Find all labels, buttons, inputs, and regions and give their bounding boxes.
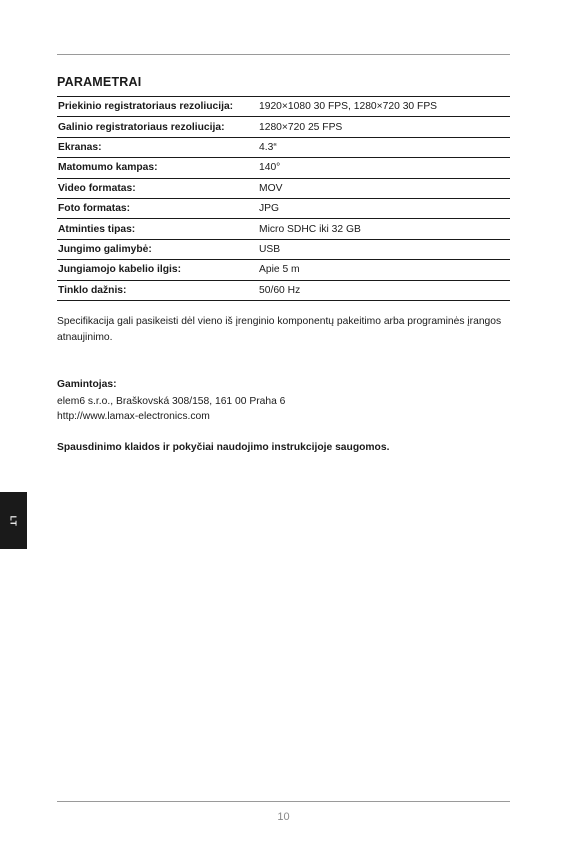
spec-label: Jungiamojo kabelio ilgis: [57,260,258,280]
manufacturer-website: http://www.lamax-electronics.com [57,411,210,422]
spec-value: MOV [258,178,510,198]
specs-table [57,96,510,301]
page-number: 10 [277,811,290,823]
spec-label: Galinio registratoriaus rezoliucija: [57,117,258,137]
spec-value: USB [258,239,510,259]
manufacturer-address: elem6 s.r.o., Braškovská 308/158, 161 00 Praha 6 [57,396,286,407]
spec-value: 1280×720 25 FPS [258,117,510,137]
table-row [57,280,510,300]
spec-label: Matomumo kampas: [57,158,258,178]
table-row [57,158,510,178]
language-tab [0,492,27,549]
spec-value: 50/60 Hz [258,280,510,300]
section-title: PARAMETRAI [57,75,142,89]
spec-label: Atminties tipas: [57,219,258,239]
table-row [57,117,510,137]
spec-label: Video formatas: [57,178,258,198]
specification-note: Specifikacija gali pasikeisti dėl vieno iš įrenginio komponentų pakeitimo arba programinės įrangos atnaujinimo. [57,316,502,343]
manufacturer-title: Gamintojas: [57,379,117,390]
disclaimer: Spausdinimo klaidos ir pokyčiai naudojimo instrukcijoje saugomos. [57,442,390,453]
language-tab-label: LT [8,515,19,526]
table-row [57,260,510,280]
table-row [57,239,510,259]
spec-value: JPG [258,198,510,218]
spec-value: 1920×1080 30 FPS, 1280×720 30 FPS [258,97,510,117]
table-row [57,198,510,218]
spec-label: Tinklo dažnis: [57,280,258,300]
spec-value: Micro SDHC iki 32 GB [258,219,510,239]
table-row [57,97,510,117]
spec-value: 4.3“ [258,137,510,157]
table-row [57,219,510,239]
table-row [57,137,510,157]
spec-value: Apie 5 m [258,260,510,280]
spec-label: Priekinio registratoriaus rezoliucija: [57,97,258,117]
top-divider [57,54,510,55]
spec-value: 140° [258,158,510,178]
table-row [57,178,510,198]
bottom-divider [57,801,510,802]
spec-label: Ekranas: [57,137,258,157]
spec-label: Foto formatas: [57,198,258,218]
spec-label: Jungimo galimybė: [57,239,258,259]
